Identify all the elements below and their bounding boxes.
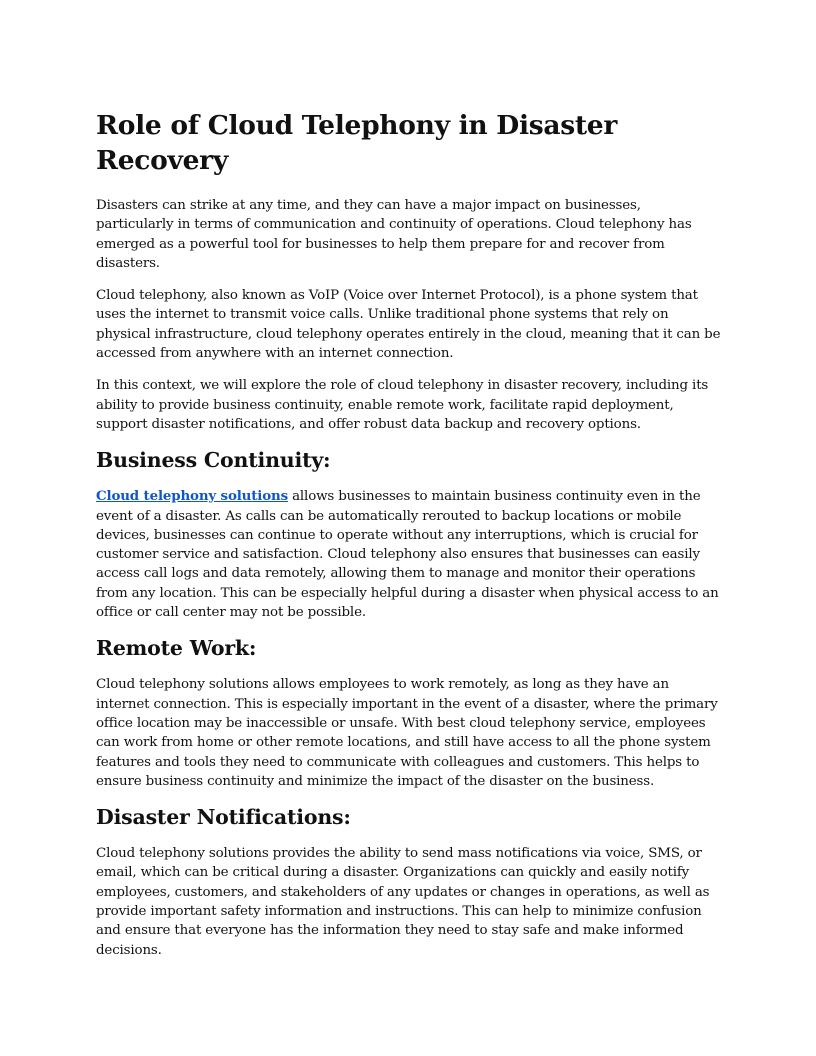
document-page [96,108,722,973]
remote-work-heading: Remote Work: [96,636,257,661]
disaster-notifications-paragraph: Cloud telephony solutions provides the ability to send mass notifications via voice, SMS, or email, which can be critical during a disaster. Organizations can quickly and easily notify employees, customers, and stakeholders of any updates or changes in operations, as well as provide important safety information and instructions. This can help to minimize confusion and ensure that everyone has the information they need to stay safe and make informed decisions. [96,846,710,958]
cloud-telephony-solutions-link[interactable]: Cloud telephony solutions [96,488,288,505]
intro-paragraph-1: Disasters can strike at any time, and they can have a major impact on businesses, particularly in terms of communication and continuity of operations. Cloud telephony has emerged as a powerful tool for businesses to help them prepare for and recover from disasters. [96,198,692,271]
intro-paragraph-2: Cloud telephony, also known as VoIP (Voice over Internet Protocol), is a phone system that uses the internet to transmit voice calls. Unlike traditional phone systems that rely on physical infrastructure, cloud telephony operates entirely in the cloud, meaning that it can be accessed from anywhere with an internet connection. [96,288,721,362]
document-title: Role of Cloud Telephony in Disaster Recovery [96,110,618,176]
disaster-notifications-heading: Disaster Notifications: [96,805,351,830]
business-continuity-heading: Business Continuity: [96,448,331,473]
intro-paragraph-3: In this context, we will explore the role of cloud telephony in disaster recovery, including its ability to provide business continuity, enable remote work, facilitate rapid deployment, support disaster notifications, and offer robust data backup and recovery options. [96,378,709,432]
remote-work-paragraph: Cloud telephony solutions allows employees to work remotely, as long as they have an internet connection. This is especially important in the event of a disaster, where the primary office location may be inaccessible or unsafe. With best cloud telephony service, employees can work from home or other remote locations, and still have access to all the phone system features and tools they need to communicate with colleagues and customers. This helps to ensure business continuity and minimize the impact of the disaster on the business. [96,677,718,789]
business-continuity-text: allows businesses to maintain business continuity even in the event of a disaster. As calls can be automatically rerouted to backup locations or mobile devices, businesses can continue to operate without any interruptions, which is crucial for customer service and satisfaction. Cloud telephony also ensures that businesses can easily access call logs and data remotely, allowing them to manage and monitor their operations from any location. This can be especially helpful during a disaster when physical access to an office or call center may not be possible. [96,489,719,621]
business-continuity-paragraph [96,487,722,622]
